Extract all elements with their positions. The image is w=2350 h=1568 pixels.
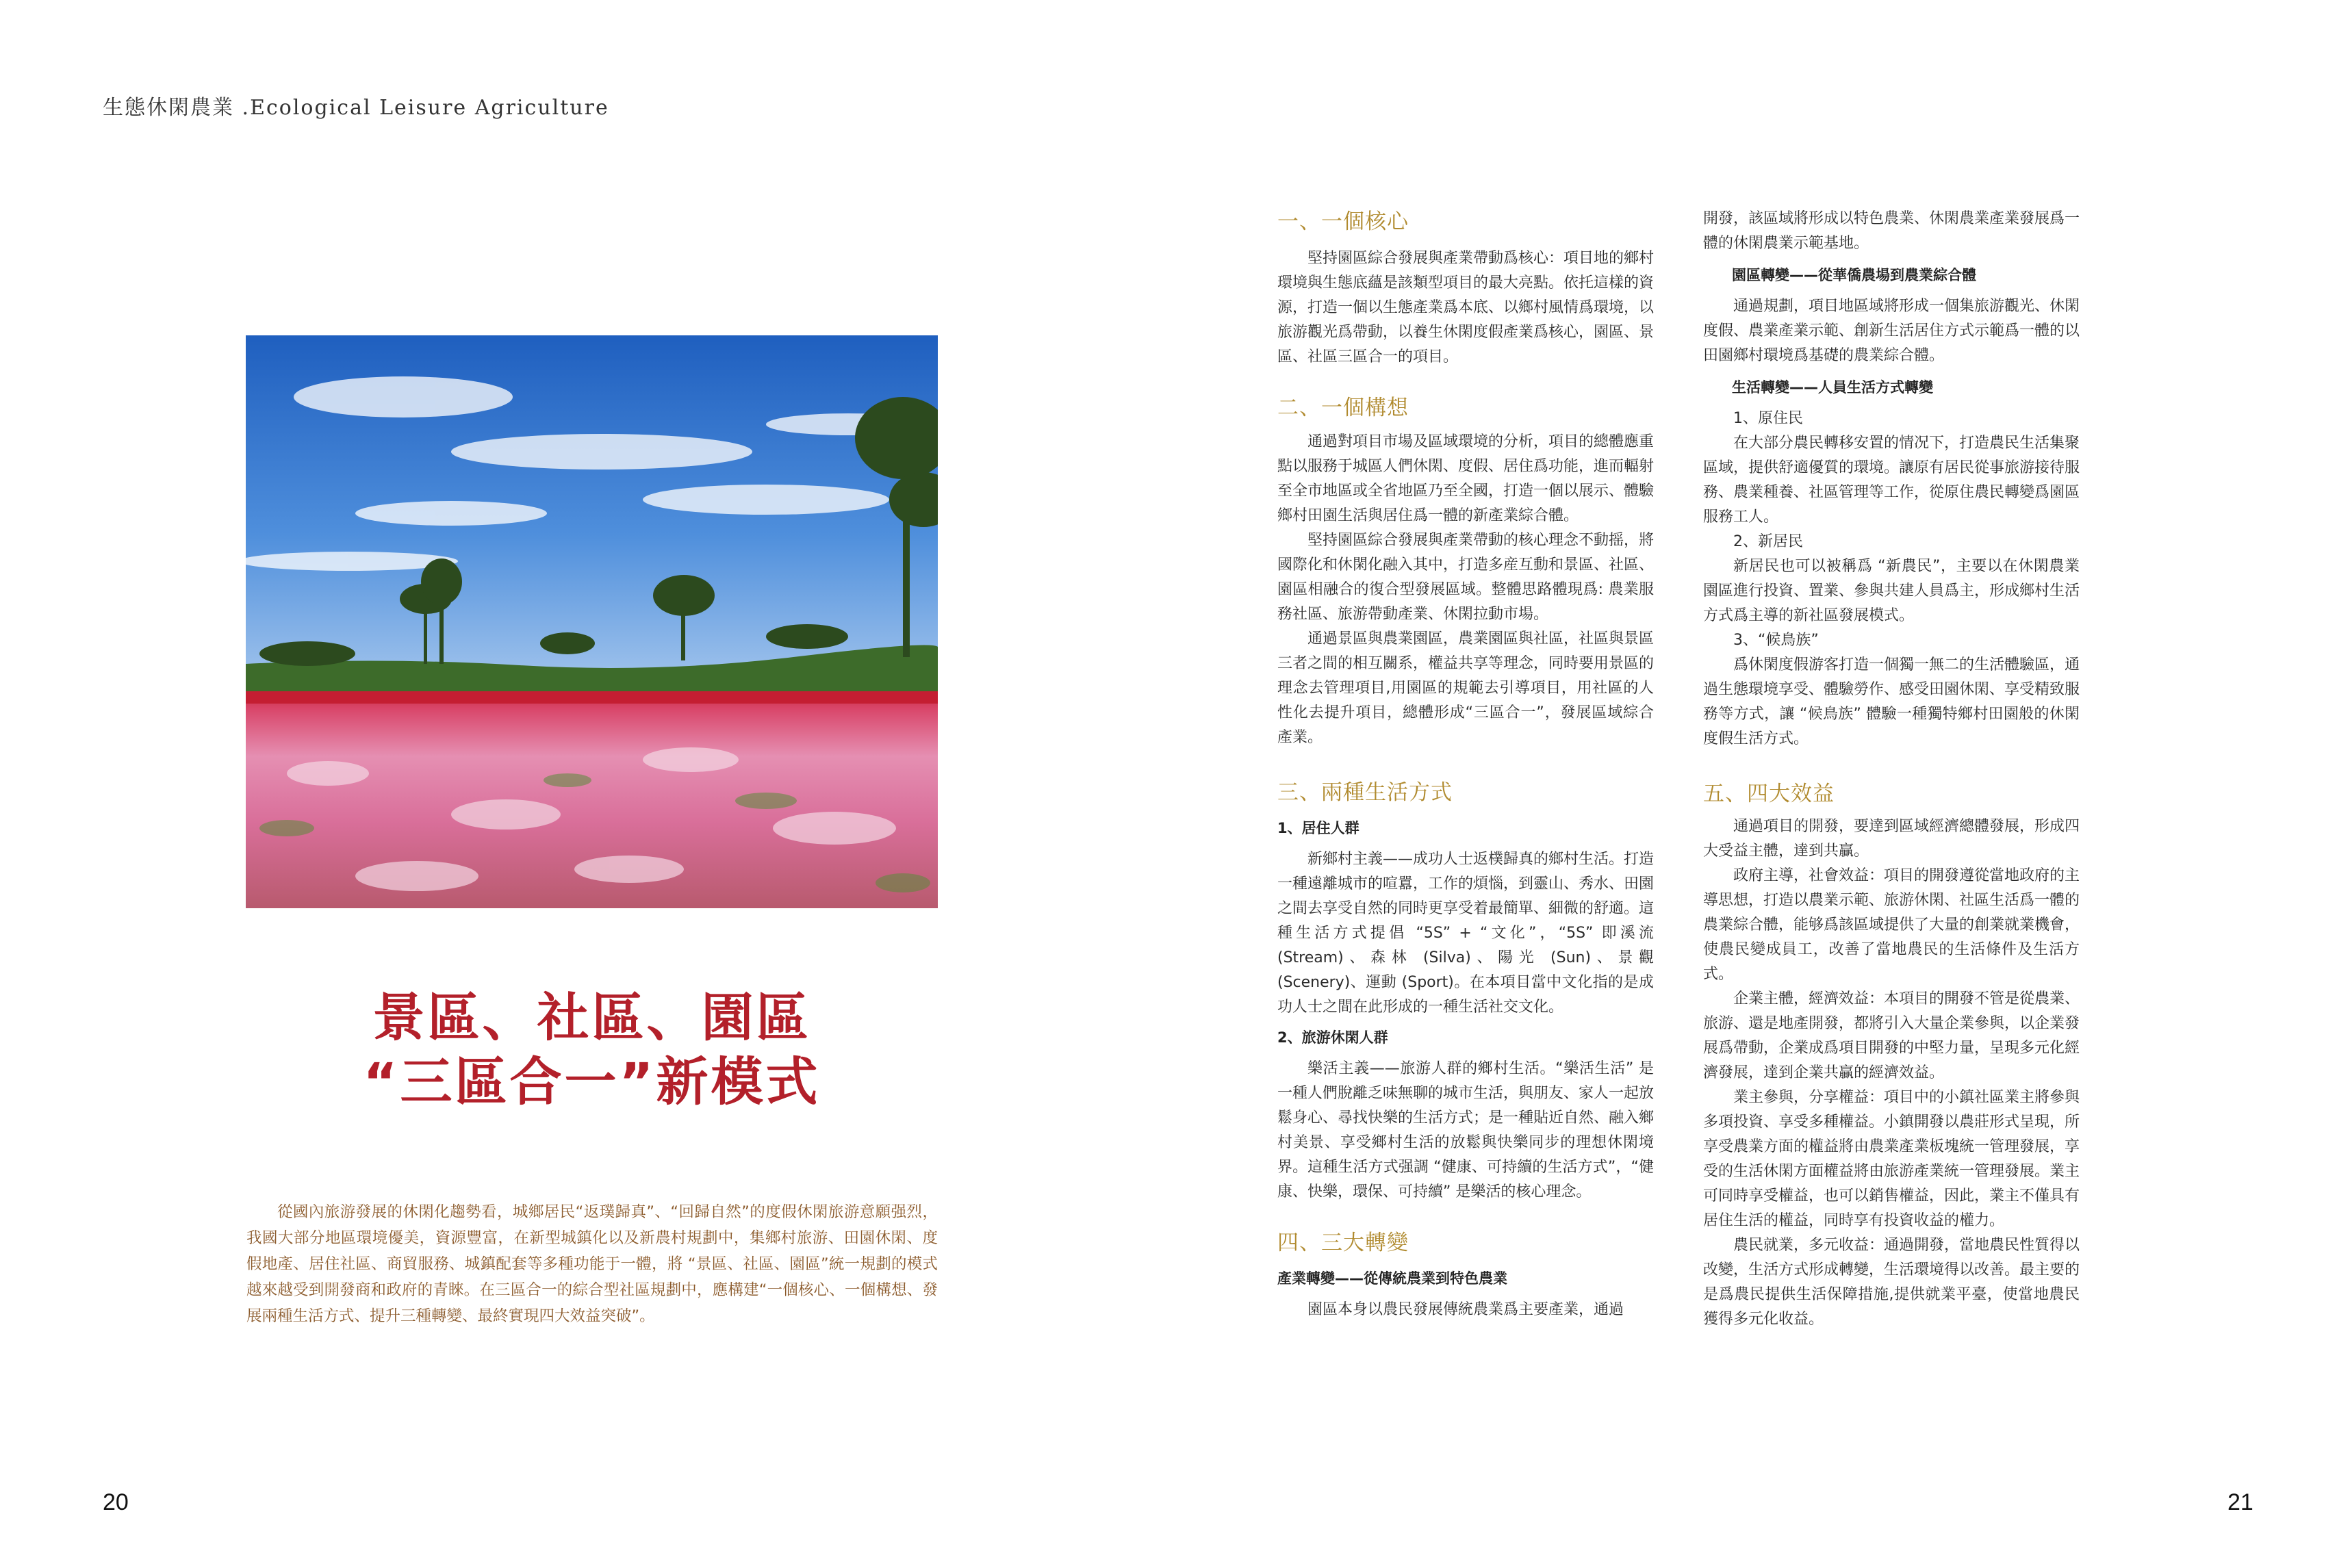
- section-4-item-3: 3、“候鳥族”: [1733, 632, 1819, 649]
- section-4-heading: 四、三大轉變: [1277, 1231, 1409, 1255]
- page-number-right: 21: [2227, 1489, 2253, 1515]
- section-4-item-3-text: 爲休閑度假游客打造一個獨一無二的生活體驗區，通過生態環境享受、體驗勞作、感受田園休閑、享受精致服務等方式，讓 “候鳥族” 體驗一種獨特鄉村田園般的休閑度假生活方式。: [1703, 656, 2080, 747]
- section-3-heading: 三、兩種生活方式: [1277, 780, 1453, 805]
- section-5-para-2: 政府主導，社會效益：項目的開發遵從當地政府的主導思想，打造以農業示範、旅游休閑、社區生活爲一體的農業綜合體，能够爲該區域提供了大量的創業就業機會，使農民變成員工，改善了當地農民的生活條件及生活方式。: [1703, 867, 2080, 983]
- section-2-para-2: 堅持園區綜合發展與產業帶動的核心理念不動摇，將國際化和休閑化融入其中，打造多産互動和景區、社區、園區相融合的復合型發展區域。整體思路體現爲: 農業服務社區、旅游帶動產業、休閑拉動市場。: [1277, 532, 1655, 623]
- page-number-left: 20: [103, 1489, 129, 1515]
- section-3-para-2: 樂活主義——旅游人群的鄉村生活。“樂活生活” 是一種人們脫離乏味無聊的城市生活，與朋友、家人一起放鬆身心、尋找快樂的生活方式；是一種貼近自然、融入鄉村美景、享受鄉村生活的放鬆與快樂同步的理想休閑境界。這種生活方式强調 “健康、可持續的生活方式”，“健康、快樂，環保、可持續” 是樂活的核心理念。: [1277, 1060, 1655, 1200]
- section-3-para-1: 新鄉村主義——成功人士返樸歸真的鄉村生活。打造一種遠離城市的喧囂，工作的煩惱，到靈山、秀水、田園之間去享受自然的同時更享受着最簡單、細微的舒適。這種生活方式提倡 “5S” + “文化”，“5S” 即溪流 (Stream)、森林 (Silva)、陽光 (Sun)、景觀 (Scenery)、運動 (Sport)。在本項目當中文化指的是成功人士之間在此形成的一種生活社交文化。: [1277, 851, 1655, 1016]
- intro-text: 從國內旅游發展的休閑化趨勢看，城鄉居民“返璞歸真”、“回歸自然”的度假休閑旅游意願强烈，我國大部分地區環境優美，資源豐富，在新型城鎮化以及新農村規劃中，集鄉村旅游、田園休閑、度假地產、居住社區、商貿服務、城鎮配套等多種功能于一體，將 “景區、社區、園區”統一規劃的模式越來越受到開發商和政府的青睞。在三區合一的綜合型社區規劃中，應構建“一個核心、一個構想、發展兩種生活方式、提升三種轉變、最終實現四大效益突破”。: [246, 1203, 938, 1325]
- section-5-para-1: 通過項目的開發，要達到區域經濟總體發展，形成四大受益主體，達到共贏。: [1703, 818, 2080, 860]
- intro-paragraph: [246, 1199, 938, 1329]
- section-4-sub-1: 產業轉變——從傳統農業到特色農業: [1277, 1270, 1507, 1287]
- section-4-item-2-text: 新居民也可以被稱爲 “新農民”，主要以在休閑農業園區進行投資、置業、參與共建人員爲主，形成鄉村生活方式爲主導的新社區發展模式。: [1703, 558, 2080, 624]
- section-4-item-1: 1、原住民: [1733, 410, 1803, 427]
- section-5-para-3: 企業主體，經濟效益：本項目的開發不管是從農業、旅游、還是地產開發，都將引入大量企業參與，以企業發展爲帶動，企業成爲項目開發的中堅力量，呈現多元化經濟發展，達到企業共贏的經濟效益。: [1703, 990, 2080, 1081]
- section-2-para-1: 通過對項目市場及區域環境的分析，項目的總體應重點以服務于城區人們休閑、度假、居住爲功能，進而輻射至全市地區或全省地區乃至全國，打造一個以展示、體驗鄉村田園生活與居住爲一體的新產業綜合體。: [1277, 433, 1655, 524]
- section-2-para-3: 通過景區與農業園區，農業園區與社區，社區與景區三者之間的相互關系，權益共享等理念，同時要用景區的理念去管理項目,用園區的規範去引導項目，用社區的人性化去提升項目，總體形成“三區合一”，發展區域綜合產業。: [1277, 630, 1655, 746]
- section-4-para-1-cont: 開發，該區域將形成以特色農業、休閑農業產業發展爲一體的休閑農業示範基地。: [1703, 210, 2080, 252]
- section-4-item-1-text: 在大部分農民轉移安置的情况下，打造農民生活集聚區域，提供舒適優質的環境。讓原有居民從事旅游接待服務、農業種養、社區管理等工作，從原住農民轉變爲園區服務工人。: [1703, 435, 2080, 526]
- title-line-1: 景區、社區、園區: [372, 987, 811, 1048]
- main-title: [246, 986, 938, 1114]
- text-column-1: [1277, 207, 1654, 1322]
- section-1-heading: 一、一個核心: [1277, 209, 1409, 234]
- section-5-para-5: 農民就業，多元收益：通過開發，當地農民性質得以改變，生活方式形成轉變，生活環境得以改善。最主要的是爲農民提供生活保障措施,提供就業平臺，使當地農民獲得多元化收益。: [1703, 1237, 2080, 1328]
- section-3-sub-2: 2、旅游休閑人群: [1277, 1029, 1388, 1046]
- section-4-sub-3: 生活轉變——人員生活方式轉變: [1732, 379, 1933, 396]
- running-header: 生態休閑農業 .Ecological Leisure Agriculture: [103, 96, 609, 120]
- section-4-item-2: 2、新居民: [1733, 533, 1803, 550]
- title-line-2: “三區合一”新模式: [363, 1051, 821, 1112]
- section-5-heading: 五、四大效益: [1703, 782, 1835, 806]
- section-5-para-4: 業主參與，分享權益：項目中的小鎮社區業主將參與多項投資、享受多種權益。小鎮開發以農莊形式呈現，所享受農業方面的權益將由農業產業板塊統一管理發展，享受的生活休閑方面權益將由旅游產業統一管理發展。業主可同時享受權益，也可以銷售權益，因此，業主不僅具有居住生活的權益，同時享有投資收益的權力。: [1703, 1089, 2080, 1229]
- section-2-heading: 二、一個構想: [1277, 396, 1409, 420]
- section-4-para-1: 園區本身以農民發展傳統農業爲主要產業，通過: [1307, 1301, 1624, 1318]
- text-column-2: [1703, 207, 2080, 1332]
- section-3-sub-1: 1、居住人群: [1277, 820, 1359, 836]
- section-4-sub-2: 園區轉變——從華僑農場到農業綜合體: [1732, 267, 1976, 283]
- section-1-para: 堅持園區綜合發展與產業帶動爲核心：項目地的鄉村環境與生態底蘊是該類型項目的最大亮點。依托這樣的資源，打造一個以生態產業爲本底、以鄉村風情爲環境，以旅游觀光爲帶動，以養生休閑度假產業爲核心，園區、景區、社區三區合一的項目。: [1277, 250, 1655, 365]
- flower-field-photo: [246, 335, 938, 908]
- section-4-para-2: 通過規劃，項目地區域將形成一個集旅游觀光、休閑度假、農業產業示範、創新生活居住方式示範爲一體的以田園鄉村環境爲基礎的農業綜合體。: [1703, 298, 2080, 364]
